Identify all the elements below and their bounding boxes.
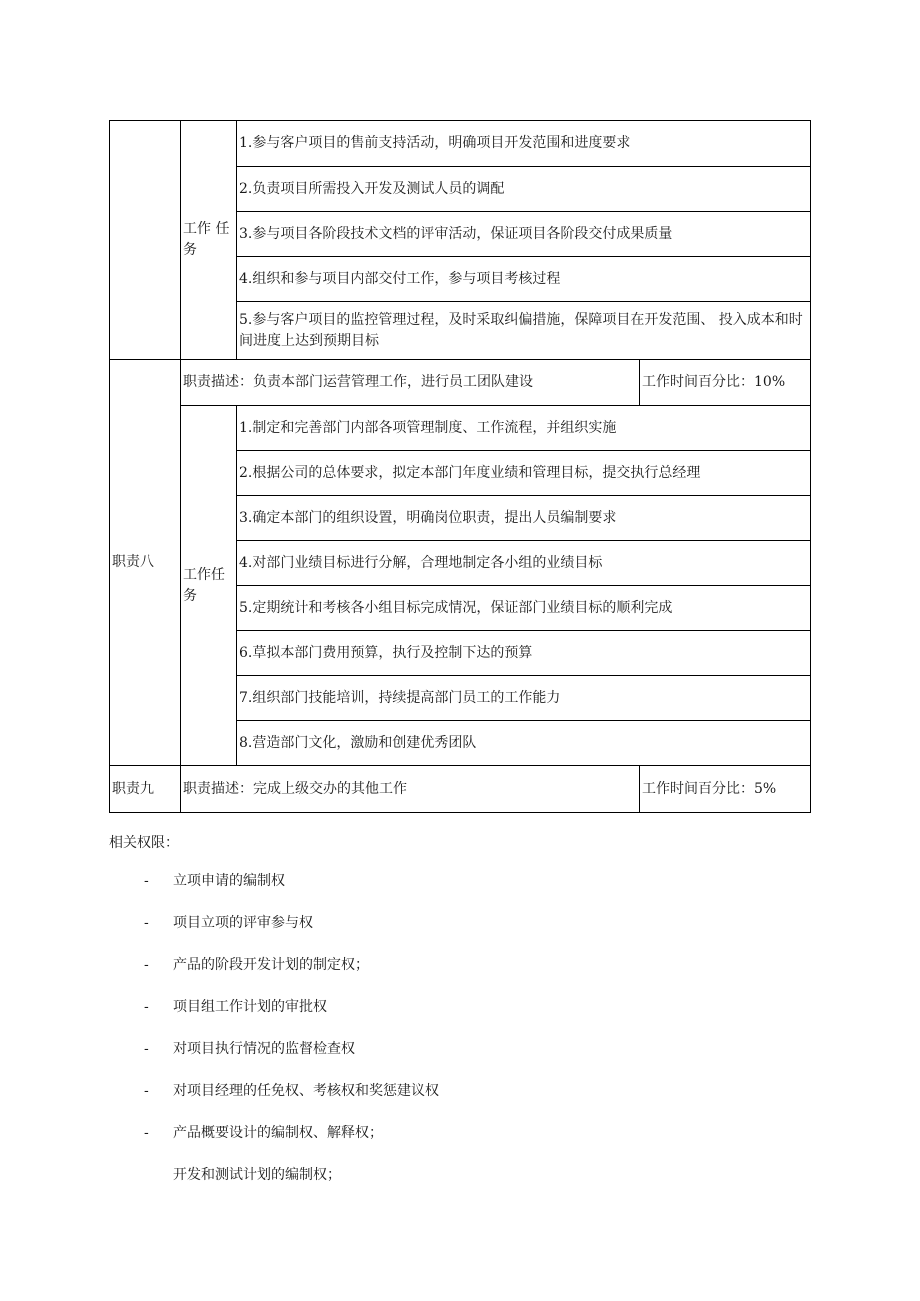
task-item: 4.组织和参与项目内部交付工作，参与项目考核过程	[237, 257, 811, 302]
dash-bullet: -	[144, 873, 149, 889]
permission-text: 项目组工作计划的审批权	[173, 999, 327, 1015]
task-item: 7.组织部门技能培训，持续提高部门员工的工作能力	[237, 676, 811, 721]
permission-text: 项目立项的评审参与权	[173, 915, 313, 931]
task-item: 5.定期统计和考核各小组目标完成情况，保证部门业绩目标的顺利完成	[237, 586, 811, 631]
permission-text: 立项申请的编制权	[173, 873, 285, 889]
task-item: 1.参与客户项目的售前支持活动，明确项目开发范围和进度要求	[237, 121, 811, 167]
prev-duty-label-cell	[110, 121, 181, 360]
time-percentage: 工作时间百分比：5%	[640, 766, 811, 813]
dash-bullet: -	[144, 1125, 149, 1141]
task-item: 4.对部门业绩目标进行分解，合理地制定各小组的业绩目标	[237, 541, 811, 586]
permission-text: 对项目执行情况的监督检查权	[173, 1041, 355, 1057]
permission-text: 产品的阶段开发计划的制定权；	[173, 957, 369, 973]
task-item: 2.根据公司的总体要求，拟定本部门年度业绩和管理目标，提交执行总经理	[237, 451, 811, 496]
permission-text: 产品概要设计的编制权、解释权；	[173, 1125, 383, 1141]
list-item	[144, 1082, 439, 1124]
duty-description: 职责描述：负责本部门运营管理工作，进行员工团队建设	[181, 360, 640, 406]
list-item	[144, 956, 439, 998]
task-item: 5.参与客户项目的监控管理过程，及时采取纠偏措施，保障项目在开发范围、 投入成本和时间进度上达到预期目标	[237, 302, 811, 360]
dash-bullet: -	[144, 957, 149, 973]
task-item: 2.负责项目所需投入开发及测试人员的调配	[237, 167, 811, 212]
dash-bullet: -	[144, 999, 149, 1015]
task-item: 6.草拟本部门费用预算，执行及控制下达的预算	[237, 631, 811, 676]
task-item: 3.确定本部门的组织设置，明确岗位职责，提出人员编制要求	[237, 496, 811, 541]
task-item: 8.营造部门文化，激励和创建优秀团队	[237, 721, 811, 766]
permissions-list	[144, 872, 439, 1166]
dash-bullet: -	[144, 1041, 149, 1057]
time-percentage: 工作时间百分比：10%	[640, 360, 811, 406]
task-label: 工作 任务	[181, 121, 237, 360]
duty-description: 职责描述：完成上级交办的其他工作	[181, 766, 640, 813]
list-item	[144, 1124, 439, 1166]
task-item: 3.参与项目各阶段技术文档的评审活动，保证项目各阶段交付成果质量	[237, 212, 811, 257]
permission-text: 对项目经理的任免权、考核权和奖惩建议权	[173, 1083, 439, 1099]
duty-label: 职责八	[110, 360, 181, 766]
permission-extra: 开发和测试计划的编制权；	[173, 1167, 341, 1183]
list-item	[144, 914, 439, 956]
list-item	[144, 872, 439, 914]
task-label: 工作任务	[181, 406, 237, 766]
dash-bullet: -	[144, 1083, 149, 1099]
dash-bullet: -	[144, 915, 149, 931]
duty-label: 职责九	[110, 766, 181, 813]
task-item: 1.制定和完善部门内部各项管理制度、工作流程，并组织实施	[237, 406, 811, 451]
permissions-title: 相关权限：	[109, 835, 179, 851]
list-item	[144, 998, 439, 1040]
list-item	[144, 1040, 439, 1082]
duties-table	[109, 120, 811, 813]
